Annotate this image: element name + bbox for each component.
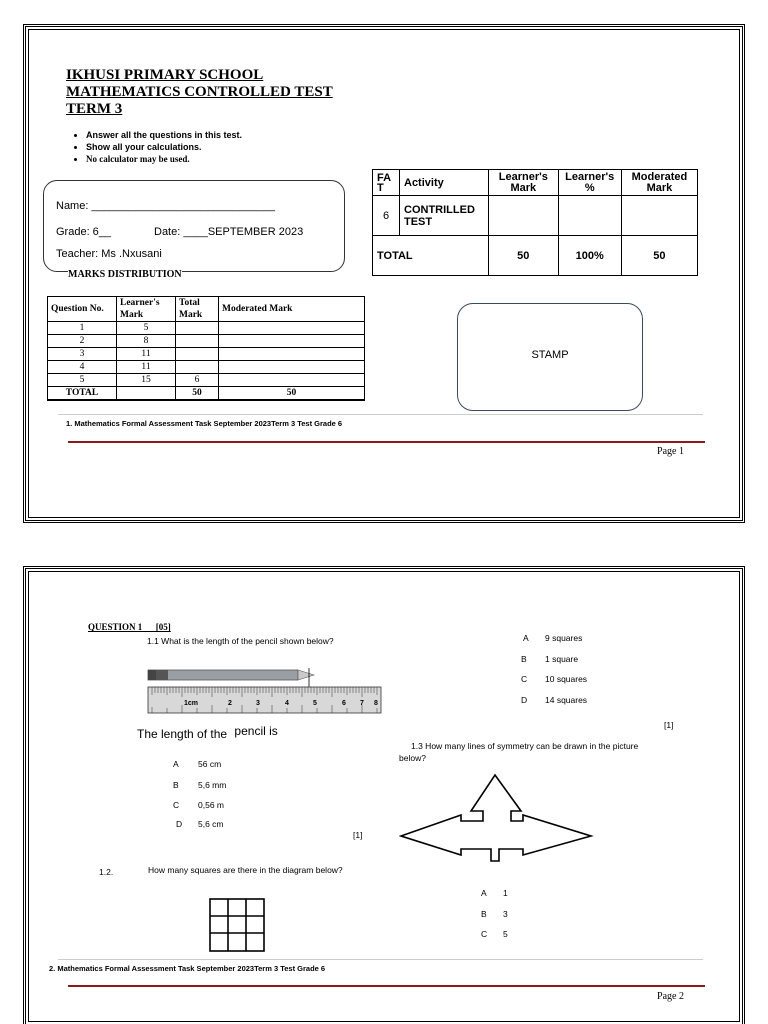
marks-distribution-title: MARKS DISTRIBUTION	[68, 269, 182, 280]
table-row	[48, 348, 365, 361]
pencil-length-text: The length of the	[137, 727, 228, 741]
pencil-length-prompt	[137, 724, 278, 741]
table-total-row	[48, 387, 365, 401]
md-total-learner	[117, 387, 176, 401]
md-cell	[219, 335, 365, 348]
total-learner-mark: 50	[489, 236, 559, 276]
squares-grid-image	[209, 898, 265, 952]
md-total-label: TOTAL	[48, 387, 117, 401]
option-b-letter: B	[481, 909, 487, 919]
md-cell: 6	[176, 374, 219, 387]
question-1-2-number: 1.2.	[99, 867, 114, 877]
question-1-heading: QUESTION 1 [05]	[88, 622, 171, 632]
md-cell: 8	[117, 335, 176, 348]
table-row	[48, 335, 365, 348]
ruler-label: 6	[342, 700, 346, 707]
total-label: TOTAL	[373, 236, 489, 276]
option-a-text: 9 squares	[545, 633, 583, 643]
school-name: IKHUSI PRIMARY SCHOOL	[66, 67, 264, 83]
page-2	[23, 566, 745, 1024]
option-c-letter: C	[481, 929, 488, 939]
ruler-label: 7	[360, 700, 364, 707]
fa-activity-table	[372, 169, 698, 276]
total-moderated: 50	[621, 236, 697, 276]
md-cell: 15	[117, 374, 176, 387]
md-cell: 5	[117, 322, 176, 335]
option-a-text: 1	[503, 888, 508, 898]
ruler-label: 2	[228, 700, 232, 707]
md-header-total: Total Mark	[176, 297, 219, 322]
question-1-2-text: How many squares are there in the diagram below?	[148, 865, 343, 875]
md-cell	[176, 322, 219, 335]
option-b-text: 3	[503, 909, 508, 919]
md-cell: 5	[48, 374, 117, 387]
md-total-moderated: 50	[219, 387, 365, 401]
footer-top-divider	[58, 414, 703, 415]
mark-allocation: [1]	[353, 830, 363, 840]
option-a-letter: A	[481, 888, 487, 898]
option-c-text: 10 squares	[545, 674, 588, 684]
ruler-label: 8	[374, 700, 378, 707]
page-number: Page 2	[657, 991, 684, 1002]
question-1-1-text: 1.1 What is the length of the pencil shown below?	[147, 636, 334, 646]
md-cell: 3	[48, 348, 117, 361]
date-field: Date: ____SEPTEMBER 2023	[154, 226, 304, 238]
fa-number: 6	[373, 196, 400, 236]
option-b-text: 1 square	[545, 654, 579, 664]
md-header-learner: Learner's Mark	[117, 297, 176, 322]
table-row	[48, 361, 365, 374]
instruction-item: • Answer all the questions in this test.	[86, 129, 242, 141]
option-a-text: 56 cm	[198, 759, 222, 769]
page-number: Page 1	[657, 446, 684, 457]
md-cell: 2	[48, 335, 117, 348]
option-d-text: 5,6 cm	[198, 819, 224, 829]
ruler-label: 5	[313, 700, 317, 707]
option-d-letter: D	[521, 695, 528, 705]
option-b-letter: B	[521, 654, 527, 664]
instructions-list	[56, 129, 242, 165]
md-cell	[219, 361, 365, 374]
table-row	[48, 374, 365, 387]
question-1-3-text: 1.3 How many lines of symmetry can be drawn in the picture below?	[399, 741, 639, 763]
moderated-mark-header: Moderated Mark	[621, 170, 697, 196]
learner-info-box	[43, 180, 345, 272]
pencil-ferrule	[156, 670, 168, 680]
activity-name: CONTRILLED TEST	[400, 196, 489, 236]
teacher-field: Teacher: Ms .Nxusani	[56, 248, 162, 260]
test-title: MATHEMATICS CONTROLLED TEST	[66, 84, 333, 100]
footer-rule	[68, 985, 705, 987]
option-a-letter: A	[173, 759, 179, 769]
term-label: TERM 3	[66, 101, 123, 117]
ruler-label: 1cm	[184, 700, 199, 707]
option-c-text: 0,56 m	[198, 800, 224, 810]
moderated-mark-cell	[621, 196, 697, 236]
instruction-item: • No calculator may be used.	[86, 153, 242, 165]
pencil-body	[148, 670, 298, 680]
three-way-arrow-image	[399, 773, 595, 863]
md-cell	[176, 348, 219, 361]
md-cell	[219, 348, 365, 361]
footer-top-divider	[58, 959, 703, 960]
md-cell: 11	[117, 361, 176, 374]
pencil-eraser	[148, 670, 156, 680]
page-footer-text: 1. Mathematics Formal Assessment Task September 2023Term 3 Test Grade 6	[66, 419, 343, 428]
page-1	[23, 24, 745, 523]
option-d-text: 14 squares	[545, 695, 588, 705]
footer-rule	[68, 441, 705, 443]
md-cell: 4	[48, 361, 117, 374]
stamp-box	[457, 303, 643, 411]
learner-percent-header: Learner's %	[558, 170, 621, 196]
ruler-label: 3	[256, 700, 260, 707]
option-b-letter: B	[173, 780, 179, 790]
ruler-label: 4	[285, 700, 289, 707]
pencil-word: pencil is	[234, 724, 278, 738]
mark-allocation: [1]	[664, 720, 674, 730]
fa-header: FA T	[373, 170, 400, 196]
instruction-item: • Show all your calculations.	[86, 141, 242, 153]
md-header-moderated: Moderated Mark	[219, 297, 365, 322]
arrow-outline	[401, 775, 591, 861]
learner-mark-cell	[489, 196, 559, 236]
ruler-body	[148, 687, 381, 713]
md-header-question: Question No.	[48, 297, 117, 322]
option-c-letter: C	[521, 674, 528, 684]
marks-distribution-table	[47, 296, 365, 401]
page-footer-text: 2. Mathematics Formal Assessment Task September 2023Term 3 Test Grade 6	[49, 964, 326, 973]
md-cell	[176, 335, 219, 348]
md-total-mark: 50	[176, 387, 219, 401]
activity-header: Activity	[400, 170, 489, 196]
table-row	[48, 322, 365, 335]
option-c-letter: C	[173, 800, 180, 810]
learner-percent-cell	[558, 196, 621, 236]
pencil-ruler-image	[146, 665, 384, 720]
md-cell	[219, 374, 365, 387]
option-b-text: 5,6 mm	[198, 780, 227, 790]
learner-mark-header: Learner's Mark	[489, 170, 559, 196]
md-cell	[176, 361, 219, 374]
total-percent: 100%	[558, 236, 621, 276]
option-d-letter: D	[176, 819, 183, 829]
name-field: Name: ______________________________	[56, 200, 275, 212]
pencil-tip	[298, 670, 314, 680]
option-c-text: 5	[503, 929, 508, 939]
md-cell	[219, 322, 365, 335]
option-a-letter: A	[523, 633, 529, 643]
stamp-label: STAMP	[531, 349, 569, 361]
md-cell: 11	[117, 348, 176, 361]
grade-field: Grade: 6__	[56, 226, 112, 238]
md-cell: 1	[48, 322, 117, 335]
